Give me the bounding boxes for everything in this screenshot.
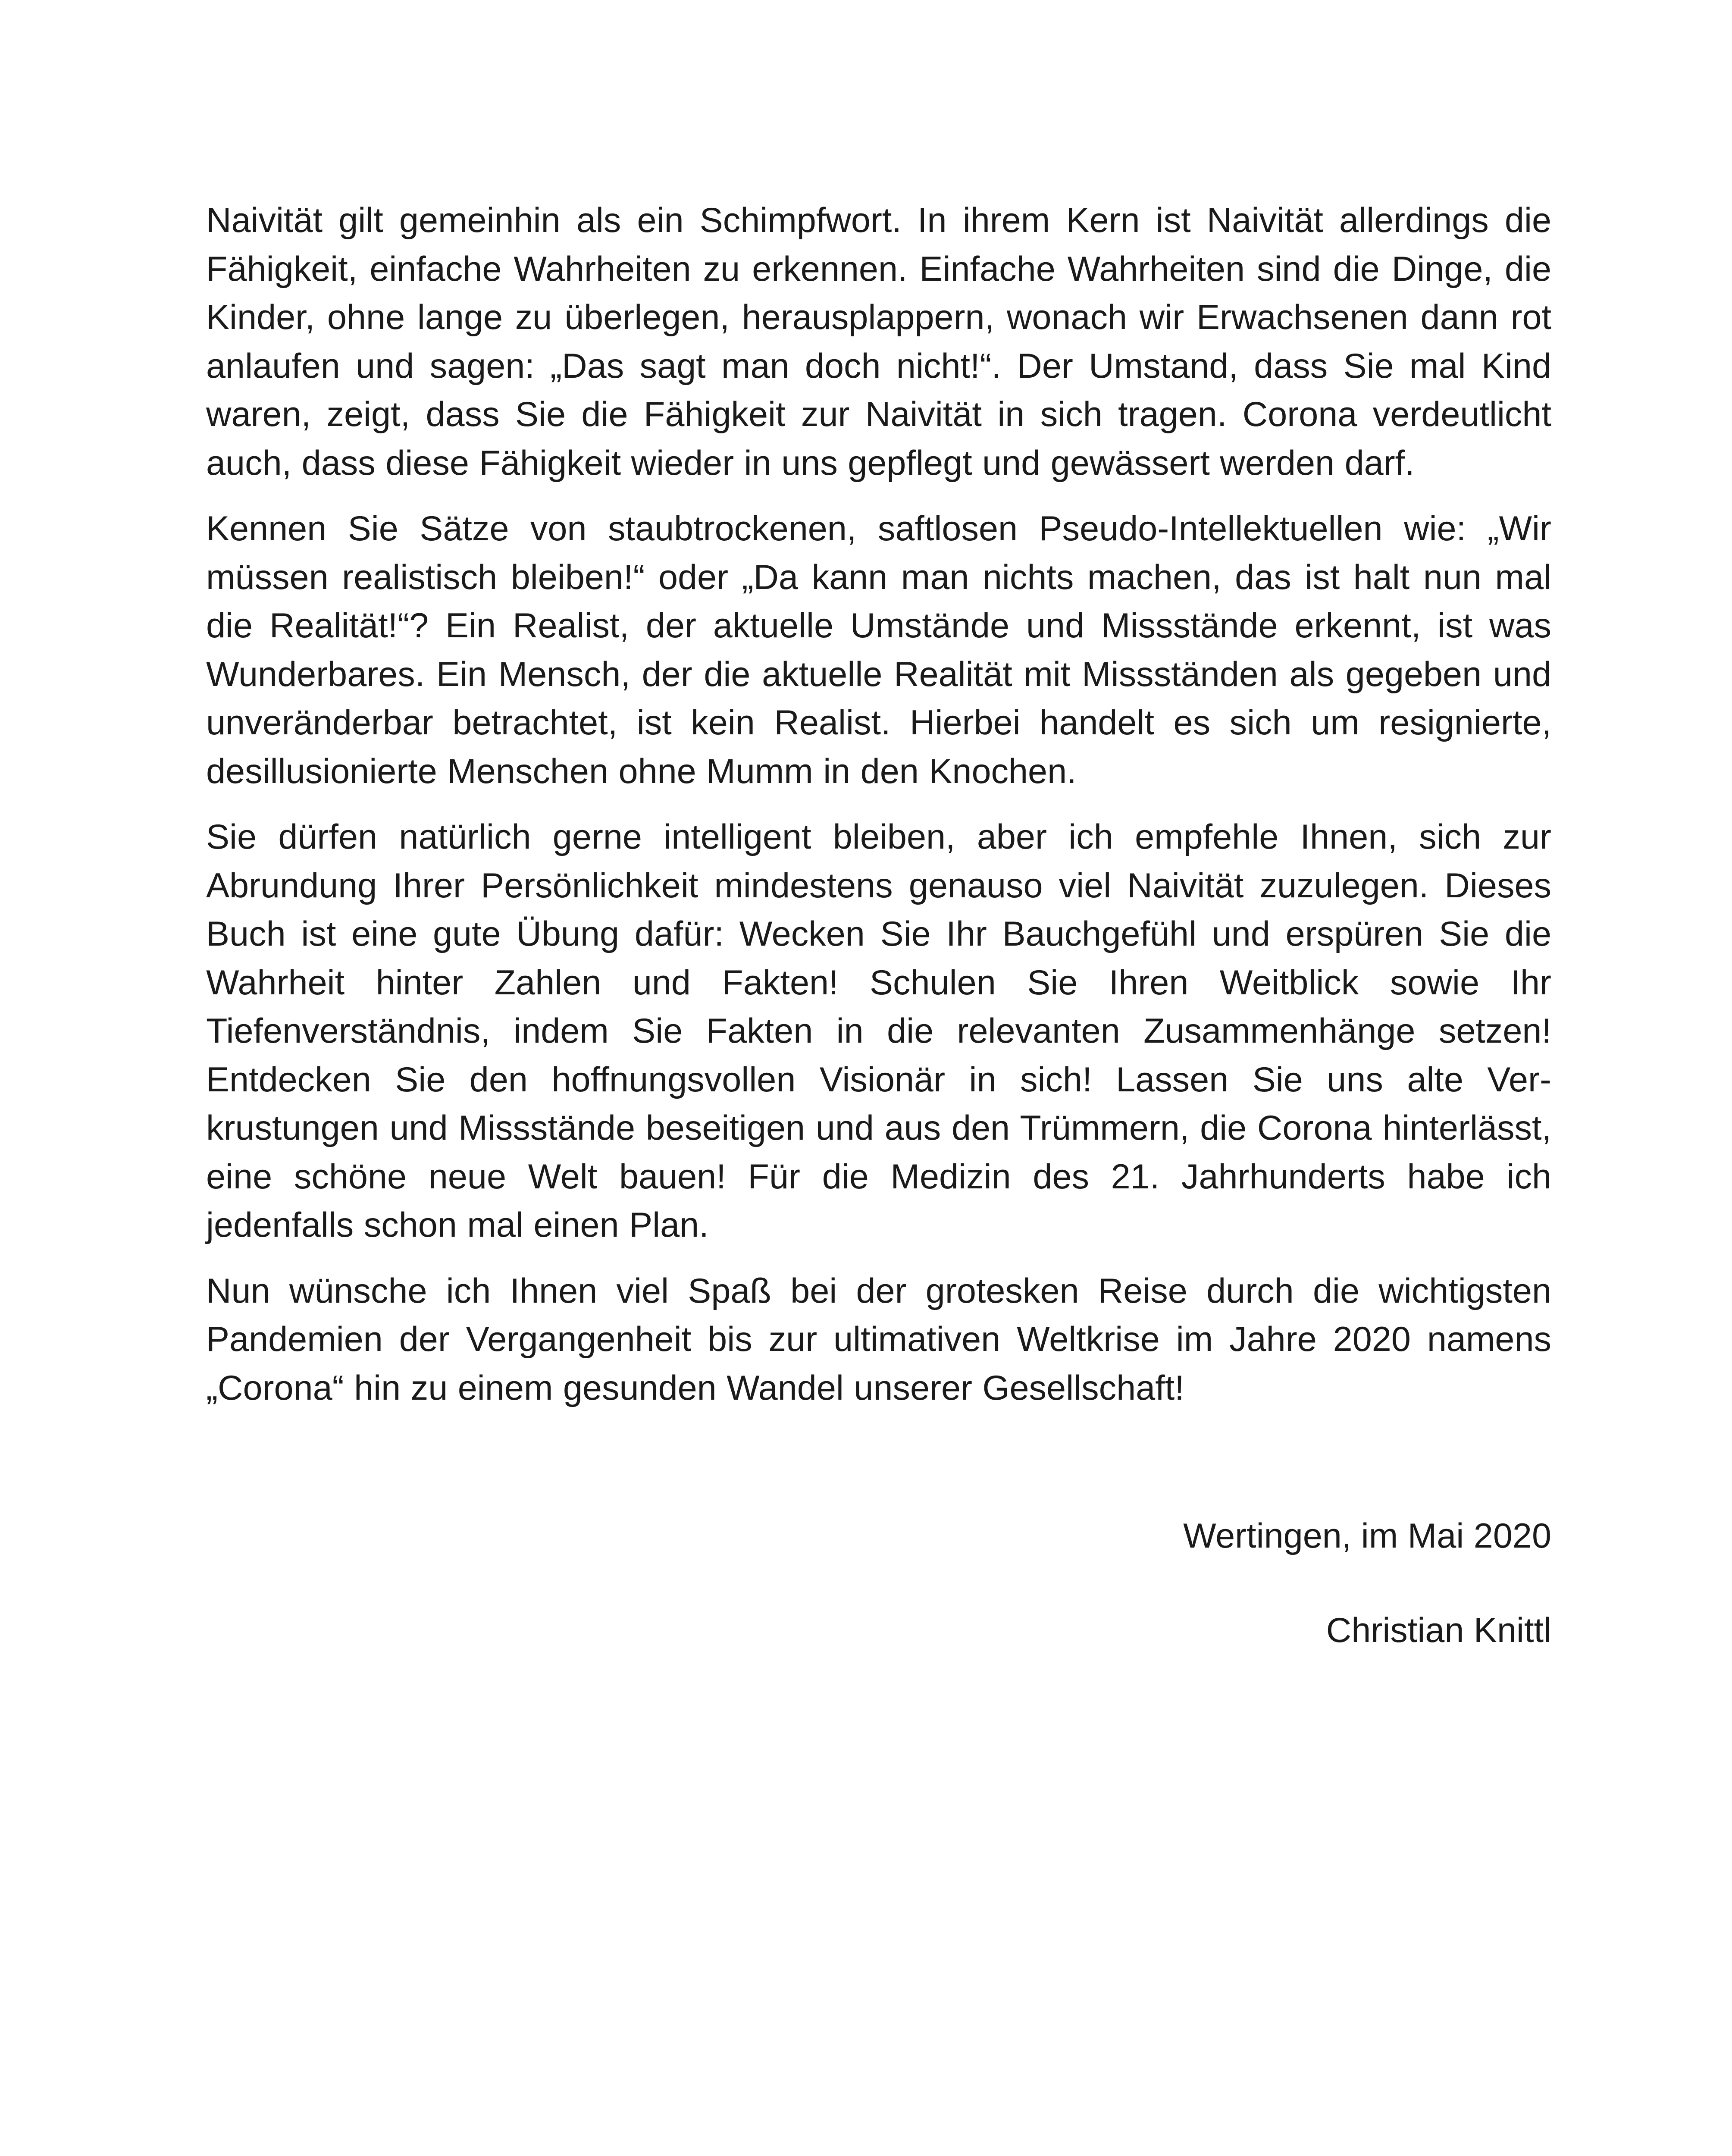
paragraph-schlusswort: Nun wünsche ich Ihnen viel Spaß bei der grotesken Reise durch die wichtigsten Pandemien der Vergangenheit bis zur ultimativen Weltkrise im Jahre 2020 namens „Corona“ hin zu einem gesunden Wandel unserer Gesellschaft! bbox=[206, 1271, 1551, 1407]
signature-author: Christian Knittl bbox=[1326, 1611, 1551, 1650]
body-text bbox=[206, 196, 1551, 1429]
paragraph-naivitaet: Naivität gilt gemeinhin als ein Schimpfwort. In ihrem Kern ist Naivität allerdings die Fähigkeit, einfache Wahrheiten zu erkennen. Einfache Wahrheiten sind die Dinge, die Kinder, ohne lange zu überlegen, herausplappern, wonach wir Erwachsenen dann rot anlaufen und sagen: „Das sagt man doch nicht!“. Der Umstand, dass Sie mal Kind waren, zeigt, dass Sie die Fähigkeit zur Naivität in sich tragen. Corona verdeutlicht auch, dass diese Fähigkeit wieder in uns gepflegt und gewässert werden darf. bbox=[206, 201, 1551, 483]
signature-place-date: Wertingen, im Mai 2020 bbox=[1183, 1517, 1551, 1555]
paragraph-empfehlung: Sie dürfen natürlich gerne intelligent bleiben, aber ich empfehle Ihnen, sich zur Abrundung Ihrer Persönlichkeit mindestens genauso viel Naivität zuzulegen. Dieses Buch ist eine gute Übung dafür: Wecken Sie Ihr Bauchgefühl und erspüren Sie die Wahrheit hinter Zahlen und Fakten! Schulen Sie Ihren Weitblick sowie Ihr Tiefenverständnis, indem Sie Fakten in die relevanten Zusammenhänge setzen! Entdecken Sie den hoffnungsvollen Visionär in sich! Lassen Sie uns alte Verkrustungen und Missstände beseitigen und aus den Trümmern, die Corona hinterlässt, eine schöne neue Welt bauen! Für die Medizin des 21. Jahrhunderts habe ich jedenfalls schon mal einen Plan. bbox=[206, 818, 1551, 1244]
paragraph-realisten: Kennen Sie Sätze von staubtrockenen, saftlosen Pseudo-Intellektuellen wie: „Wir müssen realistisch bleiben!“ oder „Da kann man nichts machen, das ist halt nun mal die Realität!“? Ein Realist, der aktuelle Umstände und Missstände erkennt, ist was Wunderbares. Ein Mensch, der die aktuelle Realität mit Missständen als gegeben und unveränderbar betrachtet, ist kein Realist. Hierbei handelt es sich um resignierte, desillusionierte Menschen ohne Mumm in den Knochen. bbox=[206, 509, 1551, 791]
